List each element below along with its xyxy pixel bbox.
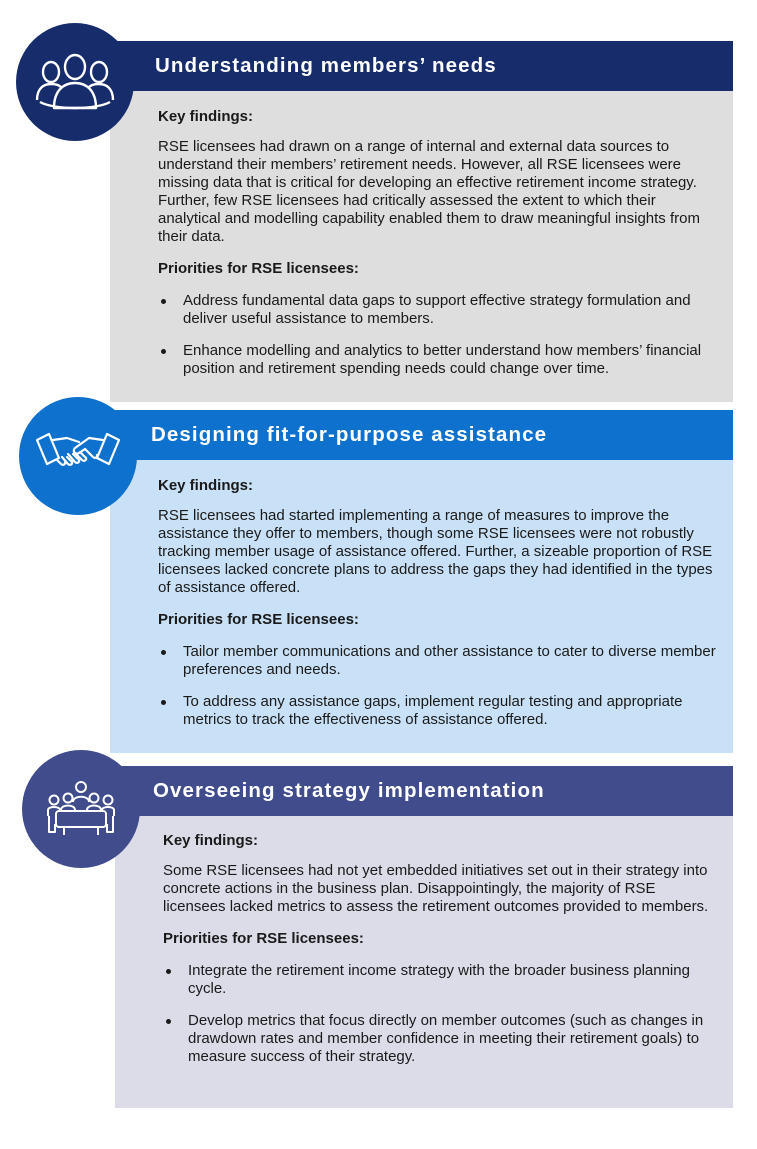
key-findings-text: Some RSE licensees had not yet embedded initiatives set out in their strategy into concrete actions in the business plan. Disappointingly, the majority of RSE licensees lacked metrics to assess the retirement outcomes provided to members.	[163, 862, 709, 915]
priority-item: Tailor member communications and other assistance to cater to diverse member preferences and needs.	[158, 643, 719, 679]
section-body	[115, 815, 733, 1108]
priority-item: Integrate the retirement income strategy with the broader business planning cycle.	[163, 962, 719, 998]
section-icon-circle	[16, 23, 134, 141]
section-body	[110, 460, 733, 753]
key-findings-label: Key findings:	[158, 108, 254, 125]
priority-item: Enhance modelling and analytics to better understand how members’ financial position and retirement spending needs could change over time.	[158, 342, 719, 378]
handshake-icon	[35, 430, 121, 482]
priority-item: To address any assistance gaps, implement regular testing and appropriate metrics to track the effectiveness of assistance offered.	[158, 693, 719, 729]
key-findings-label: Key findings:	[163, 832, 259, 849]
section-body	[110, 91, 733, 402]
section-title	[110, 410, 733, 460]
section-title-text: Designing fit-for-purpose assistance	[151, 423, 548, 446]
priority-item: Develop metrics that focus directly on member outcomes (such as changes in drawdown rates and member confidence in meeting their retirement goals) to measure success of their strategy.	[163, 1012, 719, 1066]
priorities-label: Priorities for RSE licensees:	[158, 611, 359, 628]
priorities-list	[158, 292, 719, 378]
section-icon-circle	[22, 750, 140, 868]
priorities-list	[158, 643, 719, 729]
section-title-text: Understanding members’ needs	[155, 54, 497, 77]
priorities-label: Priorities for RSE licensees:	[158, 260, 359, 277]
section-title	[115, 766, 733, 816]
priorities-label: Priorities for RSE licensees:	[163, 930, 364, 947]
meeting-table-icon	[46, 780, 116, 838]
key-findings-label: Key findings:	[158, 477, 254, 494]
people-group-icon	[34, 50, 116, 114]
key-findings-text: RSE licensees had started implementing a range of measures to improve the assistance they offer to members, though some RSE licensees were not robustly tracking member usage of assistance offered. Further, a sizeable proportion of RSE licensees lacked concrete plans to address the gaps they had identified in the types of assistance offered.	[158, 507, 713, 596]
key-findings-text: RSE licensees had drawn on a range of internal and external data sources to understand their members’ retirement needs. However, all RSE licensees were missing data that is critical for developing an effective retirement income strategy. Further, few RSE licensees had critically assessed the extent to which their analytical and modelling capability enabled them to draw meaningful insights from their data.	[158, 138, 700, 245]
priorities-list	[163, 962, 719, 1066]
section-title	[110, 41, 733, 91]
section-icon-circle	[19, 397, 137, 515]
priority-item: Address fundamental data gaps to support effective strategy formulation and deliver useful assistance to members.	[158, 292, 719, 328]
section-title-text: Overseeing strategy implementation	[153, 779, 545, 802]
